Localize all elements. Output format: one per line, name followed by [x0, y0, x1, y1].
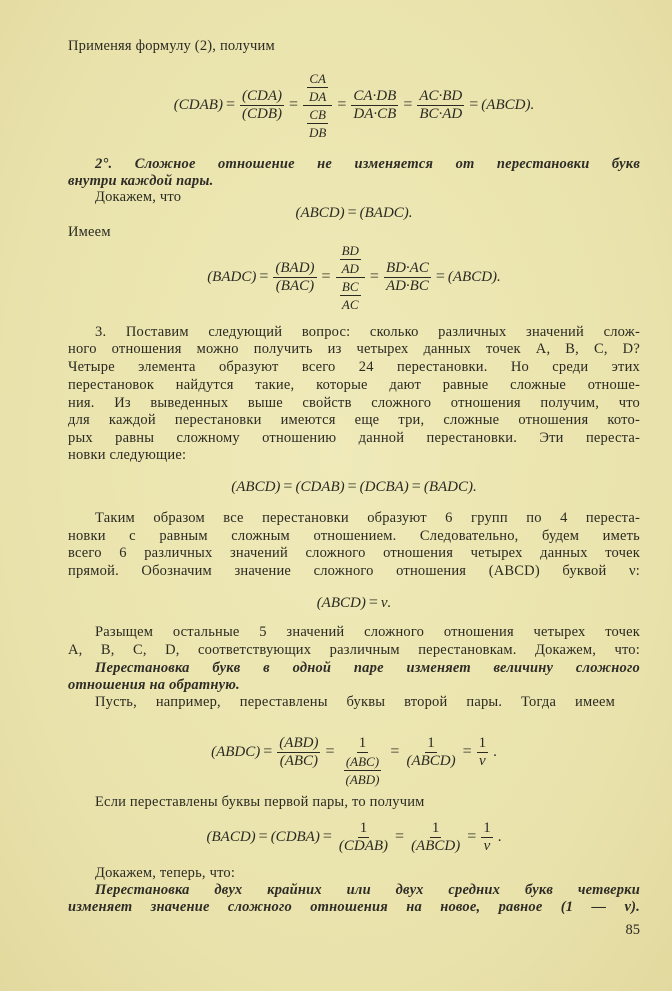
text-line: Таким образом все перестановки образуют 6 групп по 4 переста-: [95, 510, 640, 526]
text-line: для каждой перестановки имеются еще три, сложные отношения кото-: [68, 412, 640, 428]
text-line: 3. Поставим следующий вопрос: сколько различных значений слож-: [95, 324, 640, 340]
text-line: Докажем, что: [95, 189, 182, 205]
text-line: A, B, C, D, соответствующих различным перестановкам. Докажем, что:: [68, 642, 640, 658]
formula-badc: (BADC) = $\frac{\text{(BAD)}}{\text{(BAC)}}$ = $\frac{\frac{BD}{AD}}{\frac{BC}{AC}}$ = $\frac{BD\cdot AC}{AD\cdot BC}$ = (ABCD).: [207, 242, 501, 312]
formula-abdc: (ABDC) = $\frac{\text{(ABD)}}{\text{(ABC)}}$ = $\frac{1}{\frac{\text{(ABC)}}{\text{(ABD)}}}$ = $\frac{1}{\text{(ABCD)}}$ = $\frac{1}{\nu}$ .: [211, 734, 497, 787]
fraction: $\frac{\text{(CDA)}}{\text{(CDB)}}$: [241, 87, 282, 122]
formula-abcd-badc: (ABCD) = (BADC).: [295, 204, 413, 221]
compound-fraction: $\frac{\frac{BD}{AD}}{\frac{BC}{AC}}$: [336, 242, 365, 313]
math-term: (CDAB): [173, 96, 223, 113]
text-line: всего 6 различных значений сложного отношения четырех данных точек: [68, 545, 640, 561]
text-line: прямой. Обозначим значение сложного отношения (ABCD) буквой ν:: [68, 563, 640, 579]
fraction: $\frac{\text{(BAD)}}{\text{(BAC)}}$: [275, 259, 315, 294]
text-line: Имеем: [68, 224, 111, 240]
equals-sign: =: [469, 96, 479, 113]
text-line: Докажем, теперь, что:: [95, 865, 236, 881]
formula-bacd: (BACD) = (CDBA) = $\frac{1}{\text{(CDAB)}}$ = $\frac{1}{\text{(ABCD)}}$ = $\frac{1}{\nu}$ .: [206, 819, 502, 854]
fraction: $\frac{1}{\text{(ABCD)}}$: [411, 819, 461, 854]
math-term: (ABCD).: [481, 96, 535, 113]
fraction: $\frac{\text{(ABD)}}{\text{(ABC)}}$: [279, 734, 319, 769]
equals-sign: =: [225, 96, 235, 113]
text-line: рых равны сложному отношению данной перестановки. Эти переста-: [68, 430, 640, 446]
compound-fraction: $\frac{\frac{CA}{DA}}{\frac{CB}{DB}}$: [303, 70, 332, 141]
text-line: ного отношения можно получить из четырех данных точек A, B, C, D?: [68, 341, 640, 357]
text-line: ния. Из выведенных выше свойств сложного отношения получим, что: [68, 395, 640, 411]
text-line: перестановок найдутся такие, которые дают равные сложные отноше-: [68, 377, 640, 393]
equals-sign: =: [337, 96, 347, 113]
equals-sign: =: [403, 96, 413, 113]
formula-cdab: [68, 65, 640, 145]
text-line: новки с равным сложным отношением. Следовательно, будем иметь: [68, 528, 640, 544]
fraction: $\frac{AC\cdot BD}{BC\cdot AD}$: [419, 87, 463, 122]
text-line: Разыщем остальные 5 значений сложного отношения четырех точек: [95, 624, 640, 640]
compound-fraction: $\frac{1}{\frac{\text{(ABC)}}{\text{(ABD)}}}$: [345, 734, 380, 787]
text-line: новки следующие:: [68, 447, 187, 463]
text-line: Если переставлены буквы первой пары, то получим: [95, 794, 425, 810]
text-line: Применяя формулу (2), получим: [68, 38, 275, 54]
fraction: $\frac{BD\cdot AC}{AD\cdot BC}$: [385, 259, 429, 294]
theorem-line: Перестановка двух крайних или двух средних букв четверки: [95, 882, 640, 898]
theorem-line: внутри каждой пары.: [68, 173, 214, 189]
page-number: 85: [625, 922, 640, 938]
formula-nu: (ABCD) = ν.: [316, 594, 392, 611]
formula-equal-permutations: (ABCD) = (CDAB) = (DCBA) = (BADC).: [231, 478, 477, 495]
text-line: Пусть, например, переставлены буквы второй пары. Тогда имеем: [95, 694, 615, 710]
fraction: $\frac{CA\cdot DB}{DA\cdot CB}$: [353, 87, 397, 122]
theorem-line: отношения на обратную.: [68, 677, 240, 693]
fraction: $\frac{1}{\nu}$: [483, 819, 491, 854]
theorem-line: 2°. Сложное отношение не изменяется от перестановки букв: [95, 156, 640, 172]
fraction: $\frac{1}{\text{(ABCD)}}$: [406, 734, 456, 769]
equals-sign: =: [288, 96, 299, 113]
text-line: Четыре элемента образуют всего 24 перестановки. Но среди этих: [68, 359, 640, 375]
fraction: $\frac{1}{\nu}$: [478, 734, 487, 769]
theorem-line: изменяет значение сложного отношения на новое, равное (1 — ν).: [68, 899, 640, 915]
theorem-line: Перестановка букв в одной паре изменяет величину сложного: [95, 660, 640, 676]
fraction: $\frac{1}{\text{(CDAB)}}$: [338, 819, 389, 854]
